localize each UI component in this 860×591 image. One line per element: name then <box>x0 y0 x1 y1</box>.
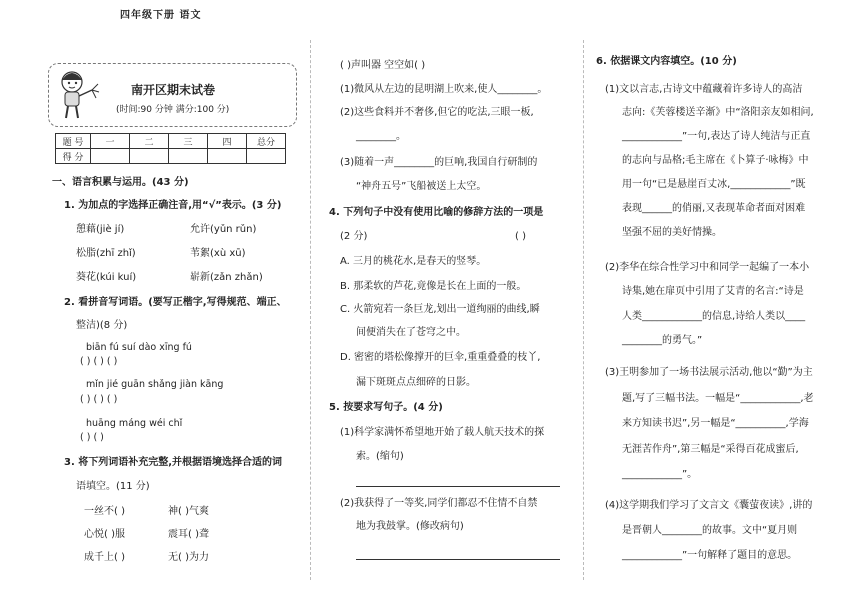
score-cell[interactable] <box>169 149 208 164</box>
fill-line: 无涯苦作舟”,第三幅是“采得百花成蜜后, <box>622 444 799 455</box>
question-1: 1. 为加点的字选择正确注音,用“√”表示。(3 分) <box>64 200 282 211</box>
sentence-text: “神舟五号”飞船被送上太空。 <box>356 181 487 192</box>
boy-illustration <box>52 68 104 120</box>
fill-line[interactable]: ____________”一句解释了题目的意思。 <box>622 550 798 561</box>
table-cell: 得 分 <box>56 149 91 164</box>
question-2: 2. 看拼音写词语。(要写正楷字,写得规范、端正、 <box>64 297 287 308</box>
answer-line[interactable] <box>356 559 560 560</box>
fill-line: (1)文以言志,古诗文中蕴藏着许多诗人的高洁 <box>605 84 803 95</box>
sentence-fill[interactable]: (3)随着一声________的巨响,我国自行研制的 <box>340 157 538 168</box>
answer-blanks[interactable]: ( ) ( ) ( ) <box>80 394 118 405</box>
section-title: 一、语言积累与运用。(43 分) <box>52 177 189 188</box>
fill-line[interactable]: ________的勇气。” <box>622 335 703 346</box>
column-divider <box>310 40 311 580</box>
book-header: 四年级下册 语文 <box>120 10 202 21</box>
score-cell[interactable] <box>130 149 169 164</box>
idiom-fill[interactable]: 成千上( ) <box>84 552 125 563</box>
table-cell: 四 <box>208 134 247 149</box>
question-2-cont: 整洁)(8 分) <box>76 320 128 331</box>
idiom-fill[interactable]: 无( )为力 <box>168 552 209 563</box>
fill-line[interactable]: ____________”一句,表达了诗人纯洁与正直 <box>622 131 811 142</box>
choice-d-cont: 漏下斑斑点点细碎的日影。 <box>356 377 476 388</box>
column-divider <box>583 40 584 580</box>
score-cell[interactable] <box>91 149 130 164</box>
choice-c-cont: 间便消失在了苍穹之中。 <box>356 327 466 338</box>
fill-line: 坚强不屈的美好情操。 <box>622 227 722 238</box>
choice-d[interactable]: D. 密密的塔松像撑开的巨伞,重重叠叠的枝丫, <box>340 352 541 363</box>
idiom-fill[interactable]: 神( )气爽 <box>168 506 209 517</box>
q1-item[interactable]: 苇絮(xù xū) <box>190 248 246 259</box>
table-cell: 总分 <box>247 134 286 149</box>
table-cell: 二 <box>130 134 169 149</box>
sentence-fill[interactable]: (1)微风从左边的昆明湖上吹来,使人________。 <box>340 84 548 95</box>
table-cell: 三 <box>169 134 208 149</box>
score-table <box>55 133 286 164</box>
answer-blanks[interactable]: ( ) ( ) <box>80 432 104 443</box>
score-cell[interactable] <box>247 149 286 164</box>
fill-line[interactable]: 人类____________的信息,诗给人类以____ <box>622 311 806 322</box>
question-4: 4. 下列句子中没有使用比喻的修辞方法的一项是 <box>329 207 544 218</box>
idiom-fill[interactable]: 一丝不( ) <box>84 506 125 517</box>
q5-prompt-cont: 索。(缩句) <box>356 451 404 462</box>
choice-c[interactable]: C. 火箭宛若一条巨龙,划出一道绚丽的曲线,瞬 <box>340 304 540 315</box>
q5-prompt: (2)我获得了一等奖,同学们都忍不住情不自禁 <box>340 498 538 509</box>
idiom-fill[interactable]: ( )声叫器 空空如( ) <box>340 60 426 71</box>
fill-line[interactable]: 来方知读书迟”,另一幅是“__________,学海 <box>622 418 809 429</box>
q1-item[interactable]: 松脂(zhī zhǐ) <box>76 248 136 259</box>
question-4-points: (2 分) <box>340 231 368 242</box>
fill-line[interactable]: 用一句“已是悬崖百丈冰,____________”既 <box>622 179 806 190</box>
pinyin-row: mǐn jié guān shǎng jiàn kāng <box>86 379 224 390</box>
exam-subtitle: (时间:90 分钟 满分:100 分) <box>116 105 230 115</box>
fill-line: (3)王明参加了一场书法展示活动,他以“勤”为主 <box>605 367 813 378</box>
fill-line: 诗集,她在扉页中引用了艾青的名言:“诗是 <box>622 286 804 297</box>
table-row <box>56 134 286 149</box>
q5-prompt-cont: 地为我鼓掌。(修改病句) <box>356 521 464 532</box>
sentence-fill[interactable]: (2)这些食料并不奢侈,但它的吃法,三眼一板, <box>340 107 534 118</box>
q1-item[interactable]: 崭新(zǎn zhǎn) <box>190 272 263 283</box>
pinyin-row: huāng máng wéi chǐ <box>86 418 183 429</box>
table-row <box>56 149 286 164</box>
table-cell: 一 <box>91 134 130 149</box>
question-5: 5. 按要求写句子。(4 分) <box>329 402 443 413</box>
question-3: 3. 将下列词语补充完整,并根据语境选择合适的词 <box>64 457 283 468</box>
answer-line[interactable] <box>356 486 560 487</box>
choice-a[interactable]: A. 三月的桃花水,是春天的竖琴。 <box>340 256 487 267</box>
pinyin-row: biān fú suí dào xīng fú <box>86 342 192 353</box>
answer-paren[interactable]: ( ) <box>515 231 526 242</box>
choice-b[interactable]: B. 那柔软的芦花,竟像是长在上面的一般。 <box>340 281 527 292</box>
idiom-fill[interactable]: 震耳( )聋 <box>168 529 209 540</box>
table-cell: 题 号 <box>56 134 91 149</box>
idiom-fill[interactable]: 心悦( )服 <box>84 529 125 540</box>
fill-line: 的志向与品格;毛主席在《卜算子·咏梅》中 <box>622 155 809 166</box>
score-cell[interactable] <box>208 149 247 164</box>
answer-blanks[interactable]: ( ) ( ) ( ) <box>80 356 118 367</box>
exam-title: 南开区期末试卷 <box>131 83 216 97</box>
q5-prompt: (1)科学家满怀希望地开始了载人航天技术的探 <box>340 427 545 438</box>
q1-item[interactable]: 允许(yǔn rǔn) <box>190 224 257 235</box>
fill-line[interactable]: ____________”。 <box>622 469 698 480</box>
q1-item[interactable]: 憩藉(jiè jí) <box>76 224 125 235</box>
fill-line: (4)这学期我们学习了文言文《囊萤夜读》,讲的 <box>605 500 813 511</box>
q1-item[interactable]: 葵花(kúi kuí) <box>76 272 137 283</box>
question-3-cont: 语填空。(11 分) <box>76 481 150 492</box>
question-6: 6. 依据课文内容填空。(10 分) <box>596 56 737 67</box>
fill-line: 志向:《芙蓉楼送辛渐》中“洛阳亲友如相问, <box>622 107 814 118</box>
fill-line[interactable]: 是晋朝人________的故事。文中“夏月则 <box>622 525 798 536</box>
fill-line: (2)李华在综合性学习中和同学一起编了一本小 <box>605 262 810 273</box>
fill-line[interactable]: 表现______的俏丽,又表现革命者面对困难 <box>622 203 806 214</box>
sentence-fill[interactable]: ________。 <box>356 131 406 142</box>
fill-line[interactable]: 题,写了三幅书法。一幅是“____________,老 <box>622 393 814 404</box>
